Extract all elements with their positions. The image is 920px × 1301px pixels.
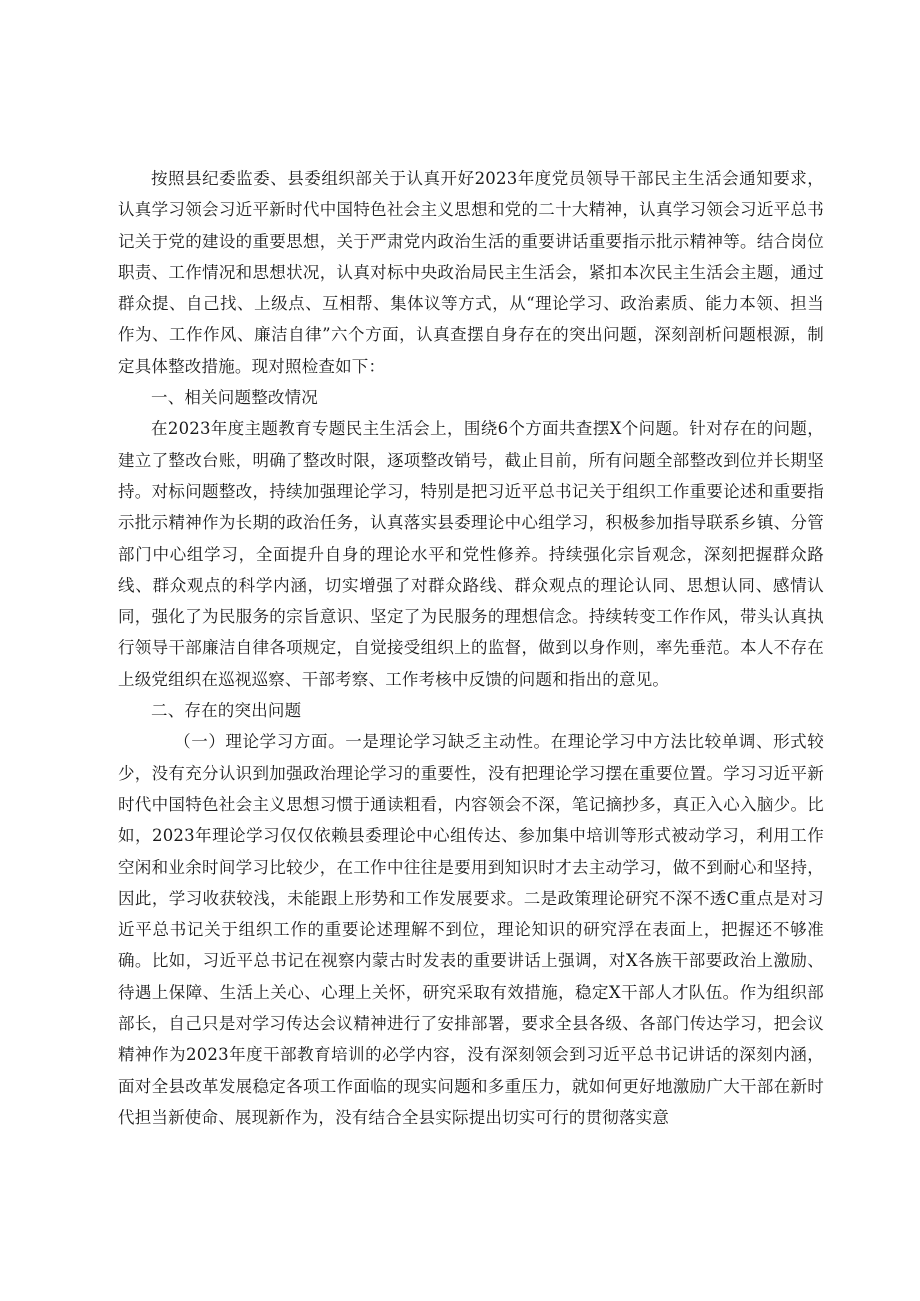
intro-paragraph: 按照县纪委监委、县委组织部关于认真开好2023年度党员领导干部民主生活会通知要求，认真学习领会习近平新时代中国特色社会主义思想和党的二十大精神，认真学习领会习近平总书记关于党的建设的重要思想，关于严肃党内政治生活的重要讲话重要指示批示精神等。结合岗位职责、工作情况和思想状况，认真对标中央政治局民主生活会，紧扣本次民主生活会主题，通过群众提、自己找、上级点、互相帮、集体议等方式，从“理论学习、政治素质、能力本领、担当作为、工作作风、廉洁自律”六个方面，认真查摆自身存在的突出问题，深刻剖析问题根源，制定具体整改措施。现对照检查如下： — [118, 169, 824, 376]
document-page — [118, 163, 824, 1133]
rectification-paragraph: 在2023年度主题教育专题民主生活会上，围绕6个方面共查摆X个问题。针对存在的问题，建立了整改台账，明确了整改时限，逐项整改销号，截止目前，所有问题全部整改到位并长期坚持。对标问题整改，持续加强理论学习，特别是把习近平总书记关于组织工作重要论述和重要指示批示精神作为长期的政治任务，认真落实县委理论中心组学习，积极参加指导联系乡镇、分管部门中心组学习，全面提升自身的理论水平和党性修养。持续强化宗旨观念，深刻把握群众路线、群众观点的科学内涵，切实增强了对群众路线、群众观点的理论认同、思想认同、感情认同，强化了为民服务的宗旨意识、坚定了为民服务的理想信念。持续转变工作作风，带头认真执行领导干部廉洁自律各项规定，自觉接受组织上的监督，做到以身作则，率先垂范。本人不存在上级党组织在巡视巡察、干部考察、工作考核中反馈的问题和指出的意见。 — [118, 419, 824, 689]
section-heading-problems: 二、存在的突出问题 — [151, 701, 302, 721]
section-heading-rectification: 一、相关问题整改情况 — [151, 388, 318, 408]
theory-study-paragraph: （一）理论学习方面。一是理论学习缺乏主动性。在理论学习中方法比较单调、形式较少，没有充分认识到加强政治理论学习的重要性，没有把理论学习摆在重要位置。学习习近平新时代中国特色社会主义思想习惯于通读粗看，内容领会不深，笔记摘抄多，真正入心入脑少。比如，2023年理论学习仅仅依赖县委理论中心组传达、参加集中培训等形式被动学习，利用工作空闲和业余时间学习比较少，在工作中往往是要用到知识时才去主动学习，做不到耐心和坚持，因此，学习收获较浅，未能跟上形势和工作发展要求。二是政策理论研究不深不透C重点是对习近平总书记关于组织工作的重要论述理解不到位，理论知识的研究浮在表面上，把握还不够准确。比如，习近平总书记在视察内蒙古时发表的重要讲话上强调，对X各族干部要政治上激励、待遇上保障、生活上关心、心理上关怀，研究采取有效措施，稳定X干部人才队伍。作为组织部部长，自己只是对学习传达会议精神进行了安排部署，要求全县各级、各部门传达学习，把会议精神作为2023年度干部教育培训的必学内容，没有深刻领会到习近平总书记讲话的深刻内涵，面对全县改革发展稳定各项工作面临的现实问题和多重压力，就如何更好地激励广大干部在新时代担当新使命、展现新作为，没有结合全县实际提出切实可行的贯彻落实意 — [118, 732, 824, 1127]
